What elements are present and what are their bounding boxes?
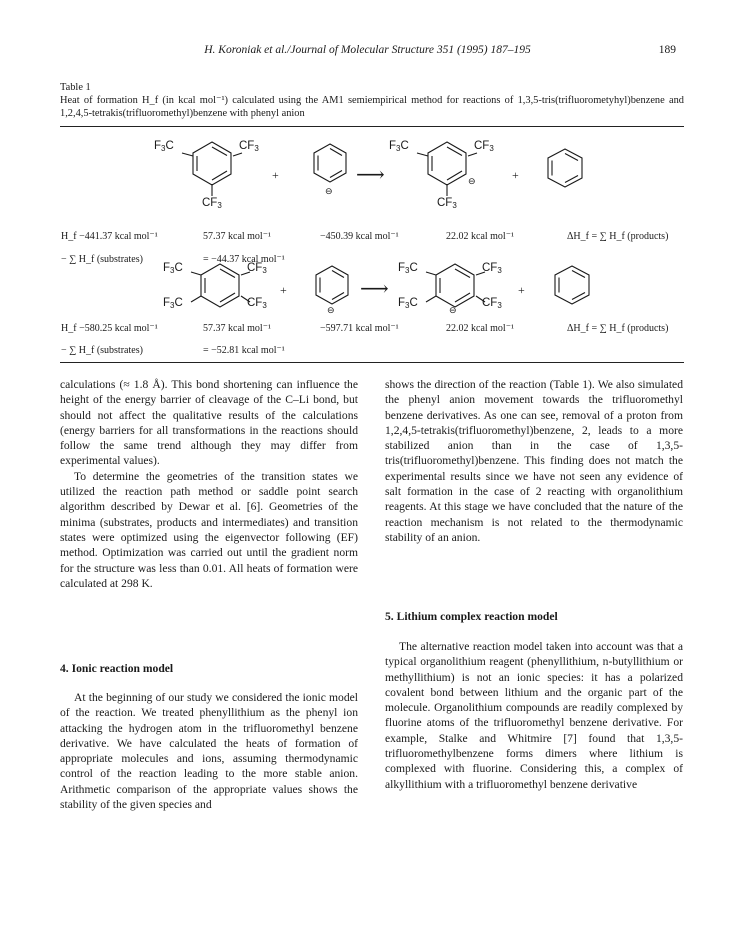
- cf3-label: $CF_3$: [482, 297, 502, 310]
- table-top-rule: [60, 126, 684, 127]
- plus-sign: +: [518, 283, 525, 297]
- cf3-label: $CF_3$: [437, 197, 457, 210]
- paragraph: shows the direction of the reaction (Table 1). We also simulated the phenyl anion movement towards the trifluoromethyl benzene derivatives. As one can see, removal of a proton from 1,2,4,5-tetrakis(trifluoromethyl)benzene, 2, leads to a more stabilized anion than in the case of 1,3,5-tris(trifluoromethyl)benzene. This finding does not match the experimental results since we have not seen any evidence of salt formation in the case of 2 reacting with organolithium reagents. At this stage we have concluded that the nature of the reaction mechanism is not related to the thermodynamic stability of an anion.: [385, 378, 683, 544]
- table-label: Table 1: [60, 82, 91, 93]
- reaction-1-sum-label: − ∑ H_f (substrates): [61, 254, 143, 265]
- reaction-1-hf-value: −450.39 kcal mol⁻¹: [320, 231, 399, 242]
- reaction-arrow-icon: ⟶: [356, 164, 385, 186]
- reaction-2-hf-value: 22.02 kcal mol⁻¹: [446, 323, 514, 334]
- running-header: H. Koroniak et al./Journal of Molecular Structure 351 (1995) 187–195: [204, 44, 531, 56]
- reaction-1-sum-value: = −44.37 kcal mol⁻¹: [203, 254, 285, 265]
- paragraph: calculations (≈ 1.8 Å). This bond shortening can influence the height of the energy barrier of cleavage of the C–Li bond, but should not affect the qualitative results of the calculations (energy barriers for all transformations in the reactions should follow the same trend although they may differ from experimental values).: [60, 378, 358, 468]
- cf3-label: $CF_3$: [239, 140, 259, 153]
- cf3-label: $CF_3$: [482, 262, 502, 275]
- reaction-2-sum-value: = −52.81 kcal mol⁻¹: [203, 345, 285, 356]
- benzene-ring-icon: [552, 264, 592, 306]
- right-column: [385, 377, 683, 545]
- reaction-2-hf-substrate: H_f −580.25 kcal mol⁻¹: [61, 323, 158, 334]
- cf3-label: $F_3C$: [163, 262, 183, 275]
- section-heading: 5. Lithium complex reaction model: [385, 610, 558, 623]
- left-column: [60, 377, 358, 591]
- negative-charge-icon: ⊖: [325, 186, 333, 196]
- cf3-label: $F_3C$: [163, 297, 183, 310]
- cf3-label: $CF_3$: [247, 262, 267, 275]
- substituent-bonds: [170, 150, 255, 200]
- phenyl-anion-ring-icon: [313, 264, 351, 306]
- cf3-label: $F_3C$: [154, 140, 174, 153]
- negative-charge-icon: ⊖: [449, 305, 457, 315]
- substituent-bonds: [405, 150, 490, 200]
- reaction-2-sum-label: − ∑ H_f (substrates): [61, 345, 143, 356]
- negative-charge-icon: ⊖: [327, 305, 335, 315]
- table-bottom-rule: [60, 362, 684, 363]
- left-column-continued: [60, 690, 358, 812]
- plus-sign: +: [272, 168, 279, 182]
- reaction-arrow-icon: ⟶: [360, 278, 389, 300]
- reaction-1-hf-value: 57.37 kcal mol⁻¹: [203, 231, 271, 242]
- paragraph: To determine the geometries of the transition states we utilized the reaction path method or saddle point search algorithm described by Dewar et al. [6]. Geometries of the minima (substrates, products and intermediates) and transition states were optimized using the eigenvector following (EF) method. Optimization was carried out until the gradient norm for the structure was less than 0.01. All heats of formation were calculated at 298 K.: [60, 469, 358, 590]
- right-column-continued: [385, 639, 683, 792]
- plus-sign: +: [280, 283, 287, 297]
- cf3-label: $CF_3$: [247, 297, 267, 310]
- page-number: 189: [658, 44, 676, 56]
- cf3-label: $CF_3$: [474, 140, 494, 153]
- phenyl-anion-ring-icon: [311, 142, 349, 184]
- cf3-label: $CF_3$: [202, 197, 222, 210]
- reaction-2-hf-value: −597.71 kcal mol⁻¹: [320, 323, 399, 334]
- table-caption: Heat of formation H_f (in kcal mol⁻¹) calculated using the AM1 semiempirical method for reactions of 1,3,5-tris(trifluorometyhyl)benzene and 1,2,4,5-tetrakis(trifluoromethyl)benzene with phenyl anion: [60, 95, 684, 119]
- section-heading: 4. Ionic reaction model: [60, 662, 174, 675]
- reaction-2-hf-value: 57.37 kcal mol⁻¹: [203, 323, 271, 334]
- benzene-ring-icon: [545, 147, 585, 189]
- reaction-1-hf-substrate: H_f −441.37 kcal mol⁻¹: [61, 231, 158, 242]
- paragraph: At the beginning of our study we considered the ionic model of the reaction. We treated phenyllithium as the phenyl ion attacking the hydrogen atom in the trifluoromethyl benzene derivative. We have calculated the heats of formation of appropriate molecules and ions, assuming thermodynamic control of the reaction leading to the more stable anion. Arithmetic comparison of the appropriate values shows the stability of the given species and: [60, 691, 358, 812]
- cf3-label: $F_3C$: [398, 297, 418, 310]
- reaction-1-hf-value: 22.02 kcal mol⁻¹: [446, 231, 514, 242]
- cf3-label: $F_3C$: [389, 140, 409, 153]
- plus-sign: +: [512, 168, 519, 182]
- negative-charge-icon: ⊖: [468, 176, 476, 186]
- reaction-2-delta-hf: ΔH_f = ∑ H_f (products): [567, 323, 669, 334]
- cf3-label: $F_3C$: [398, 262, 418, 275]
- reaction-1-delta-hf: ΔH_f = ∑ H_f (products): [567, 231, 669, 242]
- paragraph: The alternative reaction model taken into account was that a typical organolithium reagent (phenyllithium, n-butyllithium or methyllithium) is not an ionic species: it has a polarized covalent bond between lithium and the organic part of the molecule. Organolithium compounds are readily complexed by fluorine atoms of the trifluoromethyl benzene derivative. For example, Stalke and Whitmire [7] found that 1,3,5-trifluoromethylbenzene forms dimers where lithium is complexed with fluorine. Considering this, a complex of alkyllithium with a trifluoromethyl benzene derivative: [385, 640, 683, 791]
